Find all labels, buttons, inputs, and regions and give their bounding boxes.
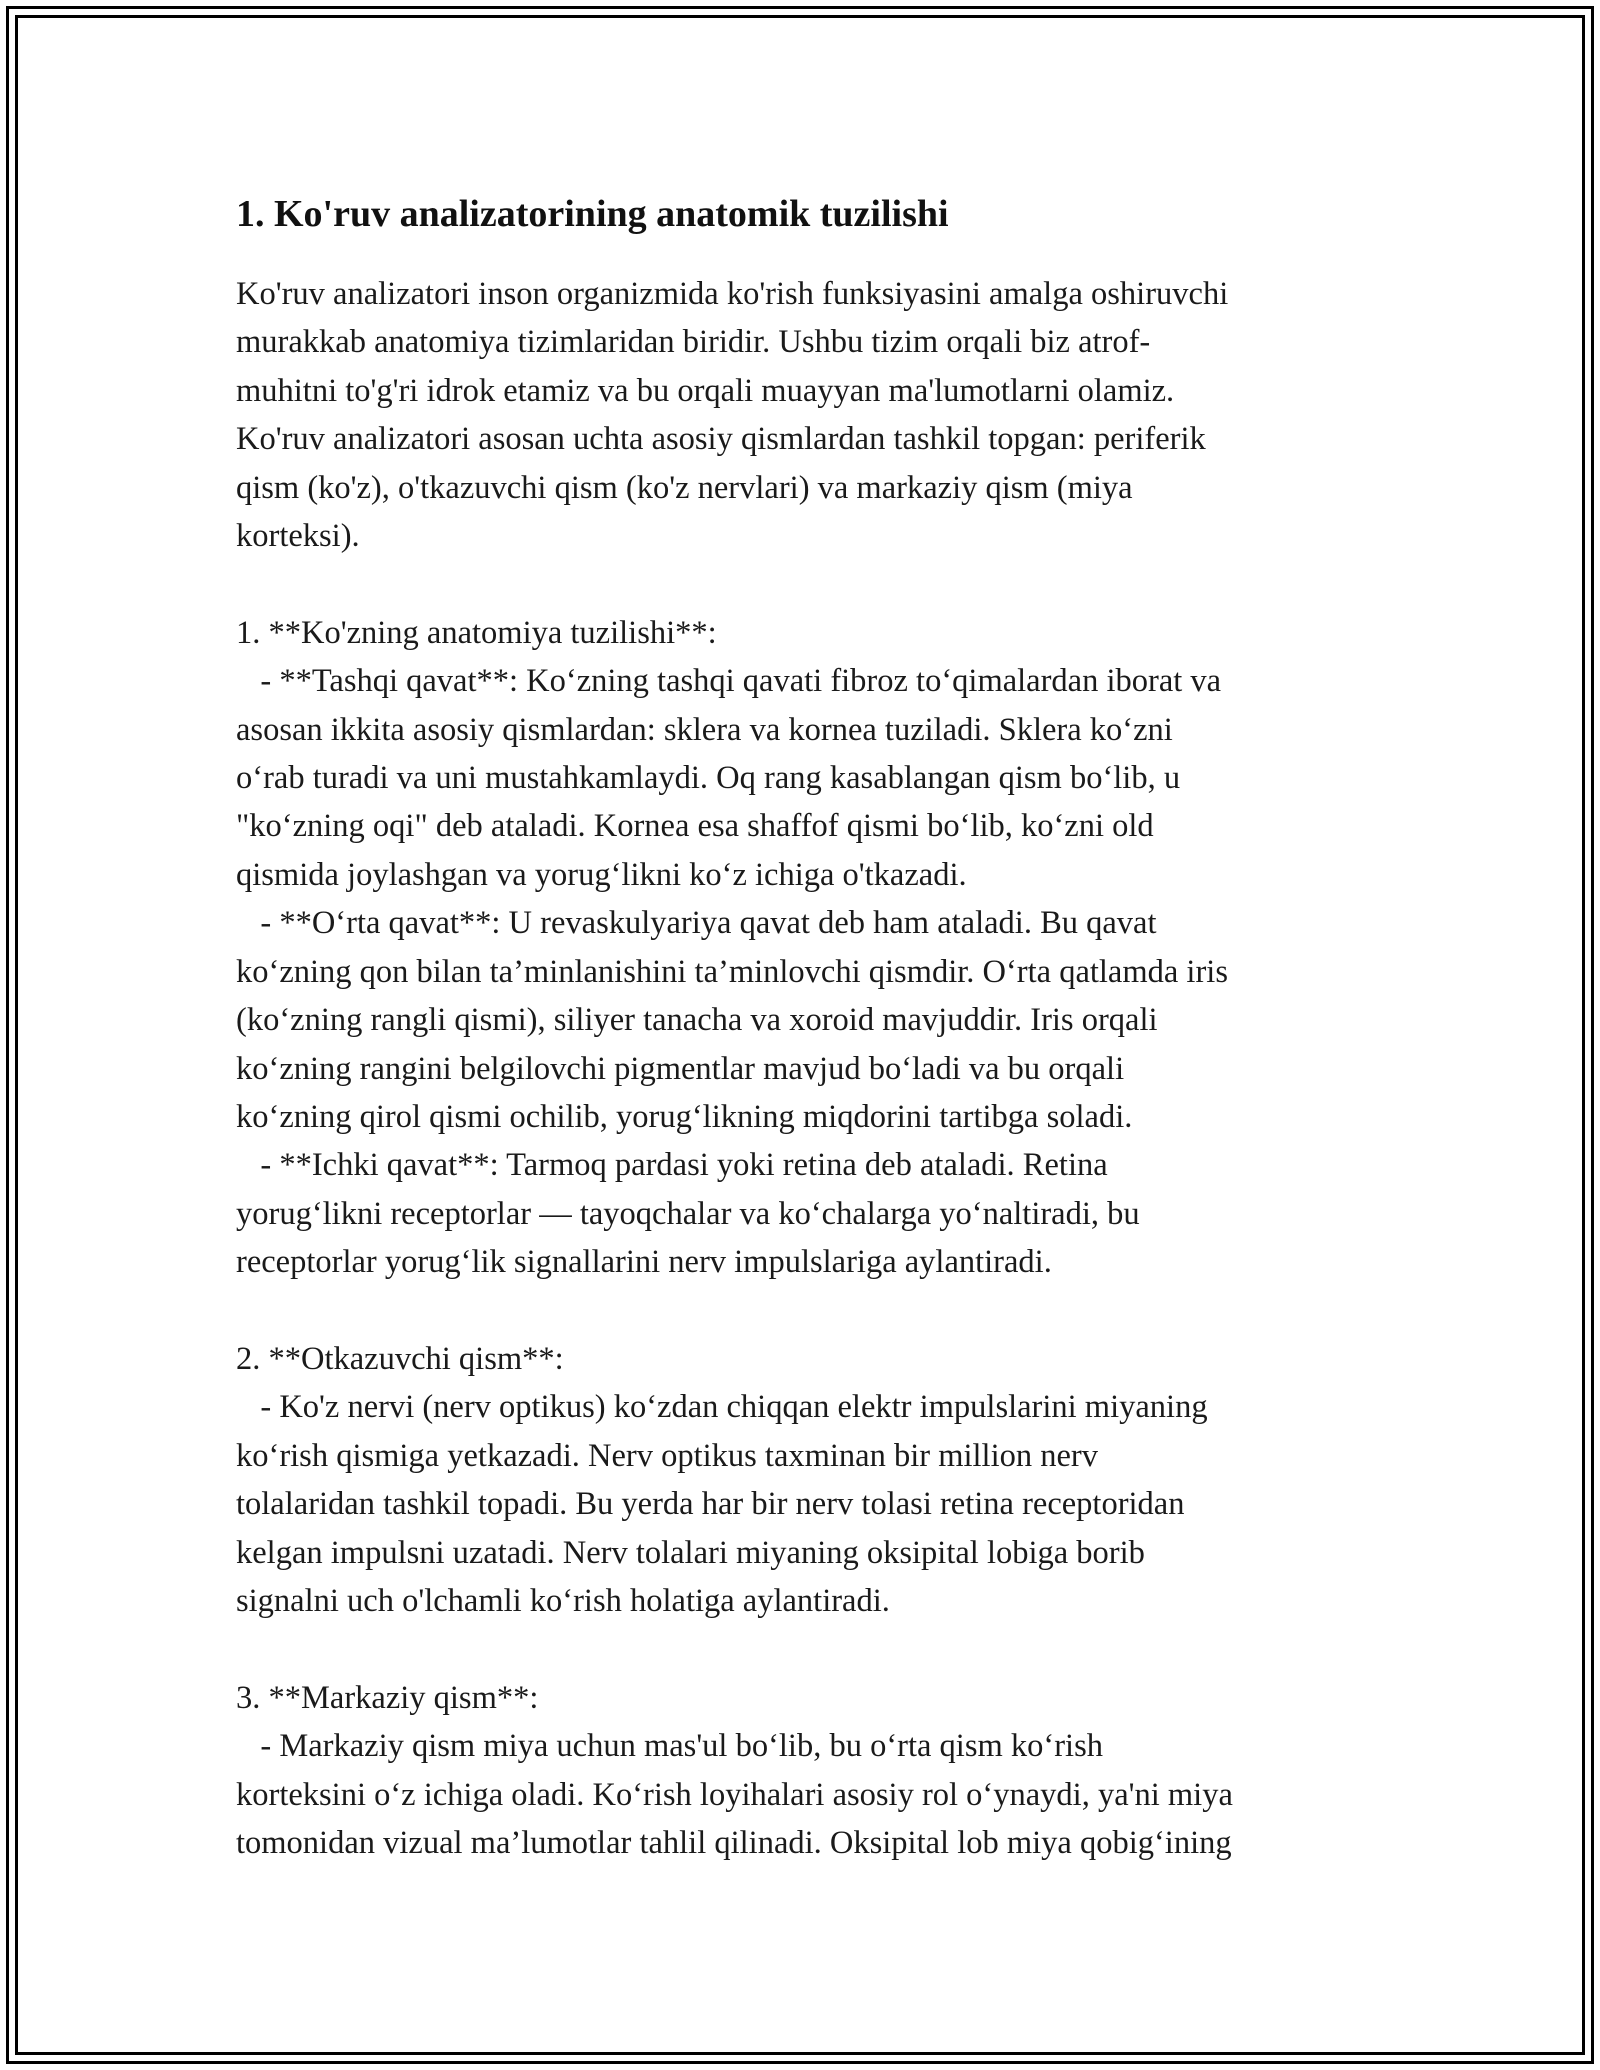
body-text: Ko'ruv analizatori inson organizmida ko'rish funksiyasini amalga oshiruvchi murakkab anatomiya tizimlaridan biridir. Ushbu tizim orqali biz atrof- muhitni to'g'ri idrok etamiz va bu orqali muayyan ma'lumotlarni olamiz. Ko'ruv analizatori asosan uchta asosiy qismlardan tashkil topgan: periferik qism (ko'z), o'tkazuvchi qism (ko'z nervlari) va markaziy qism (miya korteksi). 1. **Ko'zning anatomiya tuzilishi**: - **Tashqi qavat**: Ko‘zning tashqi qavati fibroz to‘qimalardan iborat va asosan ikkita asosiy qismlardan: sklera va kornea tuziladi. Sklera ko‘zni o‘rab turadi va uni mustahkamlaydi. Oq rang kasablangan qism bo‘lib, u "ko‘zning oqi" deb ataladi. Kornea esa shaffof qismi bo‘lib, ko‘zni old qismida joylashgan va yorug‘likni ko‘z ichiga o'tkazadi. - **O‘rta qavat**: U revaskulyariya qavat deb ham ataladi. Bu qavat ko‘zning qon bilan ta’minlanishini ta’minlovchi qismdir. O‘rta qatlamda iris (ko‘zning rangli qismi), siliyer tanacha va xoroid mavjuddir. Iris orqali ko‘zning rangini belgilovchi pigmentlar mavjud bo‘ladi va bu orqali ko‘zning qirol qismi ochilib, yorug‘likning miqdorini tartibga soladi. - **Ichki qavat**: Tarmoq pardasi yoki retina deb ataladi. Retina yorug‘likni receptorlar — tayoqchalar va ko‘chalarga yo‘naltiradi, bu receptorlar yorug‘lik signallarini nerv impulslariga aylantiradi. 2. **Otkazuvchi qism**: - Ko'z nervi (nerv optikus) ko‘zdan chiqqan elektr impulslarini miyaning ko‘rish qismiga yetkazadi. Nerv optikus taxminan bir million nerv tolalaridan tashkil topadi. Bu yerda har bir nerv tolasi retina receptoridan kelgan impulsni uzatadi. Nerv tolalari miyaning oksipital lobiga borib signalni uch o'lchamli ko‘rish holatiga aylantiradi. 3. **Markaziy qism**: - Markaziy qism miya uchun mas'ul bo‘lib, bu o‘rta qism ko‘rish korteksini o‘z ichiga oladi. Ko‘rish loyihalari asosiy rol o‘ynaydi, ya'ni miya tomonidan vizual ma’lumotlar tahlil qilinadi. Oksipital lob miya qobig‘ining [236, 276, 1233, 1861]
section-heading: 1. Ko'ruv analizatorining anatomik tuzilishi [236, 193, 949, 235]
document-content [236, 182, 1368, 1867]
